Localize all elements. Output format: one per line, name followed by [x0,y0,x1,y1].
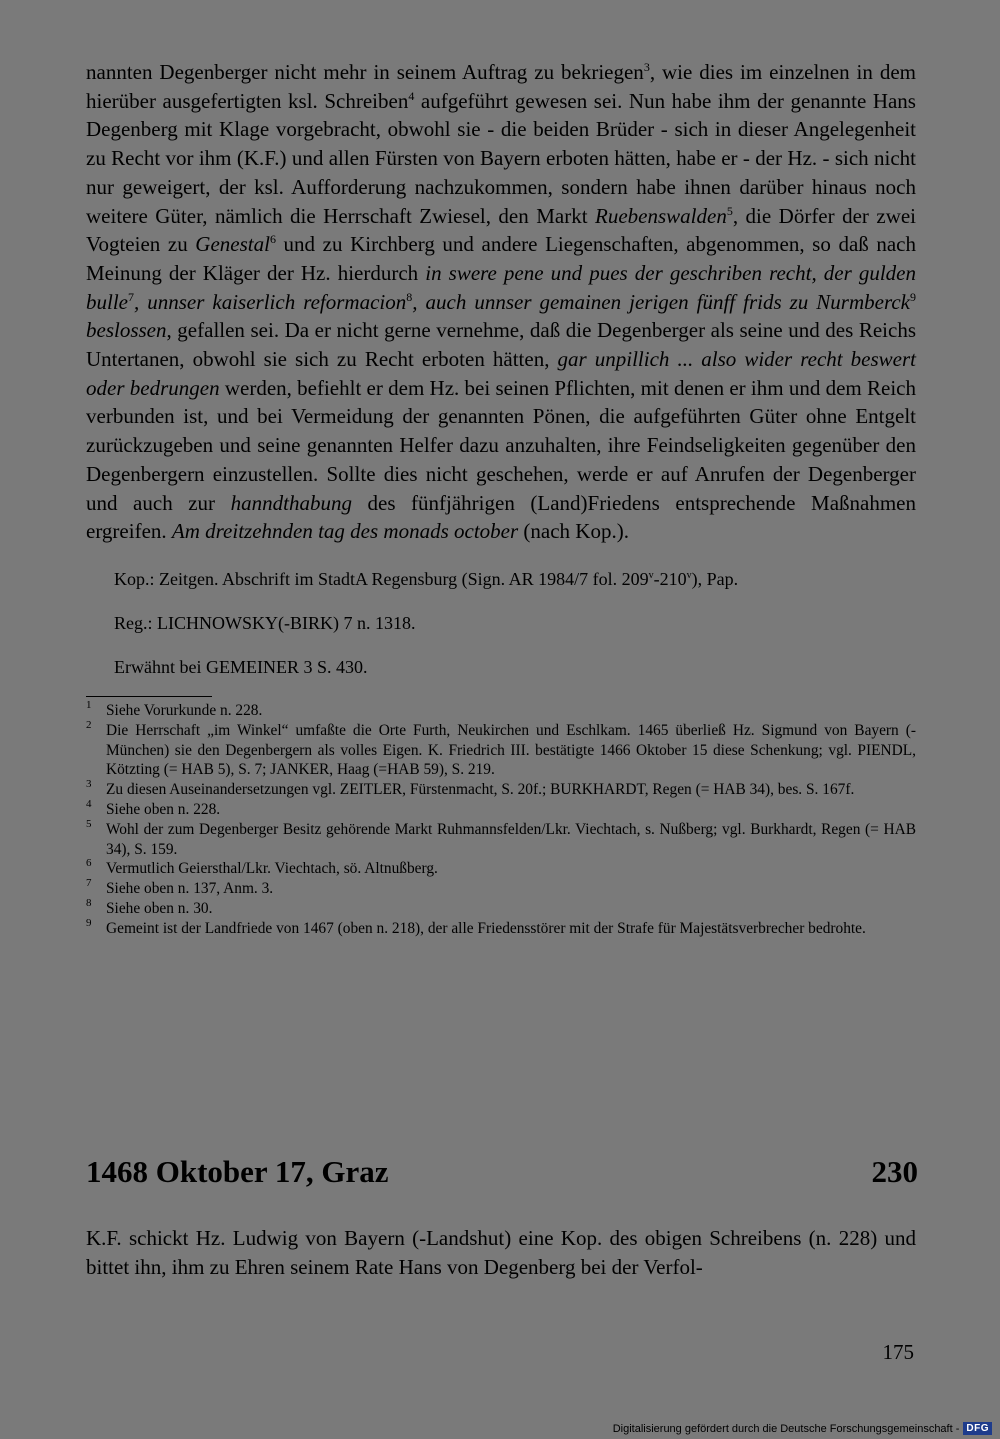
footnote-number: 1 [86,698,92,711]
footnote-number: 9 [86,916,92,929]
dfg-logo-icon: DFG [963,1422,992,1435]
footnote-text: Die Herrschaft „im Winkel“ umfaßte die Orte Furth, Neukirchen und Eschlkam. 1465 überließ Hz. Sigmund von Bayern (-München) sie den Degenbergern als volles Eigen. K. Friedrich III. bestätigte 1466 Oktober 15 diese Schenkung; vgl. PIENDL, Kötzting (= HAB 5), S. 7; JANKER, Haag (=HAB 59), S. 219. [106,721,916,779]
footnote-number: 7 [86,877,92,890]
main-text-run: werden, befiehlt er dem Hz. bei seinen Pflichten, mit denen er ihm und dem Reich verbunden ist, und bei Vermeidung der genannten Pönen, die aufgeführten Güter ohne Entgelt zurückzugeben und seine genannten Helfer dazu anzuhalten, ihre Feindseligkeiten gegenüber den Degenbergern einzustellen. Sollte dies nicht geschehen, werde er auf Anrufen der Degenberger und auch zur [86,375,917,515]
page-content [86,58,916,939]
footnote-text: Siehe oben n. 30. [106,899,213,917]
main-text [86,58,916,546]
reg-line: Reg.: LICHNOWSKY(-BIRK) 7 n. 1318. [114,612,416,633]
main-text-run: nannten Degenberger nicht mehr in seinem Auftrag zu bekriegen [86,60,644,84]
footnote-number: 5 [86,817,92,830]
main-text-run: , die Dörfer der zwei Vogteien zu [86,203,917,257]
footnote-number: 6 [86,857,92,870]
main-footnote-ref: 3 [643,60,650,74]
main-text-run: und zu Kirchberg und andere Liegenschaften, abgenommen, so daß nach Meinung der Kläger der Hz. hierdurch [86,232,916,285]
main-italic-quote: , auch unnser gemainen jerigen fünff frids zu Nurmberck [412,289,910,314]
main-footnote-ref: 6 [269,232,276,247]
main-italic-quote: Ruebenswalden [595,203,727,228]
main-footnote-ref: 9 [909,289,916,304]
main-text-run: aufgeführt gewesen sei. Nun habe ihm der genannte Hans Degenberg mit Klage vorgebracht, obwohl sie - die beiden Brüder - sich in dieser Angelegenheit zu Recht vor ihm (K.F.) und allen Fürsten von Bayern erboten hätten, habe er - der Hz. - sich nicht nur geweigert, der ksl. Aufforderung nachzukommen, sondern habe ihnen darüber hinaus noch weitere Güter, nämlich die Herrschaft Zwiesel, den Markt [86,88,916,228]
page-number: 175 [882,1340,914,1364]
footnote-item [86,916,916,939]
footnote-text: Zu diesen Auseinandersetzungen vgl. ZEITLER, Fürstenmacht, S. 20f.; BURKHARDT, Regen (= HAB 34), bes. S. 167f. [106,781,855,799]
footnote-number: 4 [86,797,92,810]
footnote-text: Siehe oben n. 228. [106,800,221,818]
footnote-number: 3 [86,778,92,791]
main-italic-quote: in swere pene und pues der geschriben recht, der gulden bulle [86,260,916,314]
footnote-item [86,797,916,820]
footnote-list [86,698,916,939]
footnote-item [86,879,916,899]
main-italic-quote: , unnser kaiserlich reformacion [134,289,407,314]
document-heading [86,1152,918,1192]
footer-text: Digitalisierung gefördert durch die Deutsche Forschungsgemeinschaft - [612,1422,960,1435]
footnote-item [86,718,916,780]
main-italic-quote: hanndthabung [230,490,352,515]
kop-footnote-ref: v [686,569,692,581]
footnote-text: Gemeint ist der Landfriede von 1467 (oben n. 218), der alle Friedensstörer mit der Strafe für Majestätsverbrecher bedrohte. [106,919,866,937]
main-footnote-ref: 4 [408,88,415,103]
main-text-run: des fünfjährigen (Land)Friedens entsprechende Maßnahmen ergreifen. [86,490,916,544]
footnote-text: Wohl der zum Degenberger Besitz gehörende Markt Ruhmannsfelden/Lkr. Viechtach, s. Nußberg; vgl. Burkhardt, Regen (= HAB 34), S. 159. [106,820,916,858]
footnote-item [86,896,916,919]
document-number: 230 [871,1154,918,1189]
footnote-item [86,780,916,800]
kop-footnote-ref: v [648,569,654,581]
heading-date: 1468 Oktober 17, Graz [86,1154,389,1189]
main-text-run: , wie dies im einzelnen in dem hierüber ausgefertigten ksl. Schreiben [86,60,916,113]
footnote-text: Siehe Vorurkunde n. 228. [106,701,263,719]
main-footnote-ref: 7 [128,289,134,304]
kop-text-run: -210 [653,568,687,589]
kop-text-run: ), Pap. [691,568,739,589]
footnote-item [86,859,916,879]
footnote-number: 8 [86,896,92,909]
erwaehnt-line: Erwähnt bei GEMEINER 3 S. 430. [114,656,368,677]
main-text-run: (nach Kop.). [518,519,629,544]
footnote-text: Siehe oben n. 137, Anm. 3. [106,880,274,898]
footnote-item [86,817,916,860]
main-italic-quote: Am dreitzehnden tag des monads october [171,519,519,544]
main-footnote-ref: 5 [726,203,733,218]
main-italic-quote: beslossen [86,318,167,343]
footnote-text: Vermutlich Geiersthal/Lkr. Viechtach, sö. Altnußberg. [106,860,438,878]
kop-text-run: Kop.: Zeitgen. Abschrift im StadtA Regensburg (Sign. AR 1984/7 fol. 209 [114,568,649,589]
main-footnote-ref: 8 [406,289,413,304]
kop-line [86,568,916,590]
main-text-run: , gefallen sei. Da er nicht gerne vernehme, daß die Degenberger als seine und des Reichs Untertanen, obwohl sie sich zu Recht erboten hätten, [86,318,916,372]
footnote-rule [86,696,212,697]
footer-credit [613,1422,992,1435]
footnote-number: 2 [86,718,92,731]
second-document-text: K.F. schickt Hz. Ludwig von Bayern (-Landshut) eine Kop. des obigen Schreibens (n. 228) und bittet ihn, ihm zu Ehren seinem Rate Hans von Degenberg bei der Verfol- [86,1226,916,1279]
main-italic-quote: Genestal [195,232,270,257]
footnote-item [86,698,916,721]
main-italic-quote: gar unpillich ... also wider recht beswert oder bedrungen [86,347,916,400]
